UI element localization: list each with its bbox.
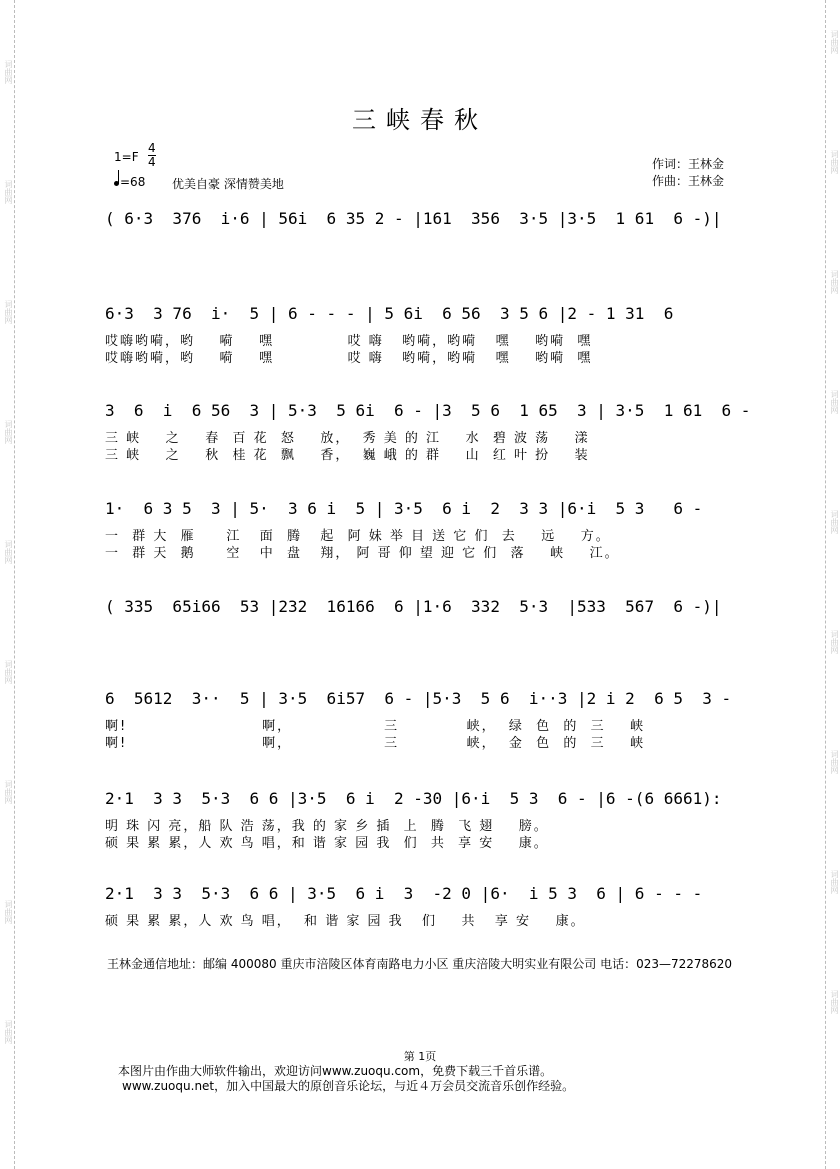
meter-top: 4 (148, 141, 156, 155)
watermark: 词曲网 (4, 60, 13, 84)
left-margin-strip (0, 0, 15, 1169)
watermark: 词曲网 (4, 420, 13, 444)
watermark: 词曲网 (4, 180, 13, 204)
notation: 3 6 i 6 56 3 | 5·3 5 6i 6 - |3 5 6 1 65 3 | 3·5 1 61 6 - (105, 401, 751, 420)
staff-line (105, 880, 755, 930)
tempo-value: =68 (120, 175, 146, 189)
staff-line (105, 685, 755, 755)
watermark: 词曲网 (830, 150, 839, 174)
lyric-verse-2: 硕 果 累 累，人 欢 鸟 唱，和 谐 家 园 我 们 共 享 安 康。 (105, 836, 549, 851)
watermark: 词曲网 (4, 660, 13, 684)
watermark: 词曲网 (830, 870, 839, 894)
lyric-verse-1: 三 峡 之 春 百 花 怒 放， 秀 美 的 江 水 碧 波 荡 漾 (105, 431, 590, 446)
staff-line (105, 495, 755, 565)
staff-line (105, 593, 755, 623)
credits (652, 156, 724, 190)
notation: 6·3 3 76 i· 5 | 6 - - - | 5 6i 6 56 3 5 6 |2 - 1 31 6 (105, 304, 674, 323)
composer: 作曲：王林金 (652, 174, 725, 188)
lyric-verse-1: 一 群 大 雁 江 面 腾 起 阿 妹 举 目 送 它 们 去 远 方。 (105, 529, 611, 544)
watermark: 词曲网 (830, 750, 839, 774)
software-note: 本图片由作曲大师软件输出，欢迎访问www.zuoqu.com，免费下载三千首乐谱。 (118, 1064, 553, 1078)
composer-address: 王林金通信地址：邮编 400080 重庆市涪陵区体育南路电力小区 重庆涪陵大明实业有限公司 电话：023—72278620 (107, 957, 733, 971)
key-signature: 1=F (114, 150, 139, 164)
notation: 1· 6 3 5 3 | 5· 3 6 i 5 | 3·5 6 i 2 3 3 |6·i 5 3 6 - (105, 499, 703, 518)
staff-line (105, 300, 755, 370)
quarter-note-icon (114, 181, 119, 186)
right-margin-strip (825, 0, 840, 1169)
watermark: 词曲网 (4, 900, 13, 924)
staff-line (105, 785, 755, 855)
notation: 2·1 3 3 5·3 6 6 | 3·5 6 i 3 -2 0 |6· i 5 3 6 | 6 - - - (105, 884, 703, 903)
watermark: 词曲网 (830, 510, 839, 534)
watermark: 词曲网 (4, 1020, 13, 1044)
expression-text: 优美自豪 深情赞美地 (172, 177, 284, 191)
watermark: 词曲网 (830, 270, 839, 294)
watermark: 词曲网 (4, 300, 13, 324)
forum-note: www.zuoqu.net，加入中国最大的原创音乐论坛，与近４万会员交流音乐创作经验。 (122, 1079, 575, 1093)
notation: ( 6·3 376 i·6 | 56i 6 35 2 - |161 356 3·5 |3·5 1 61 6 -)| (105, 209, 722, 228)
lyric-verse-1: 硕 果 累 累，人 欢 鸟 唱， 和 谐 家 园 我 们 共 享 安 康。 (105, 914, 586, 929)
lyric-verse-2: 一 群 天 鹅 空 中 盘 翔， 阿 哥 仰 望 迎 它 们 落 峡 江。 (105, 546, 620, 561)
watermark: 词曲网 (830, 390, 839, 414)
lyric-verse-2: 三 峡 之 秋 桂 花 飘 香， 巍 峨 的 群 山 红 叶 扮 装 (105, 448, 590, 463)
page-number: 第 1页 (403, 1050, 437, 1063)
staff-line (105, 397, 755, 467)
notation: 6 5612 3·· 5 | 3·5 6i57 6 - |5·3 5 6 i··3 |2 i 2 6 5 3 - (105, 689, 732, 708)
watermark: 词曲网 (830, 630, 839, 654)
meter-bottom: 4 (148, 155, 156, 169)
lyric-verse-2: 啊! 啊， 三 峡， 金 色 的 三 峡 (105, 736, 646, 751)
notation: ( 335 65i66 53 |232 16166 6 |1·6 332 5·3 |533 567 6 -)| (105, 597, 722, 616)
lyric-verse-2: 哎嗨哟嗬，哟 嗬 嘿 哎 嗨 哟嗬，哟嗬 嘿 哟嗬 嘿 (105, 351, 593, 366)
lyric-verse-1: 明 珠 闪 亮，船 队 浩 荡，我 的 家 乡 插 上 腾 飞 翅 膀。 (105, 819, 549, 834)
time-signature (148, 142, 156, 169)
watermark: 词曲网 (4, 780, 13, 804)
lyricist: 作词：王林金 (652, 157, 725, 171)
notation: 2·1 3 3 5·3 6 6 |3·5 6 i 2 -30 |6·i 5 3 6 - |6 -(6 6661): (105, 789, 722, 808)
watermark: 词曲网 (830, 30, 839, 54)
song-title: 三峡春秋 (352, 106, 488, 134)
lyric-verse-1: 啊! 啊， 三 峡， 绿 色 的 三 峡 (105, 719, 646, 734)
watermark: 词曲网 (830, 990, 839, 1014)
watermark: 词曲网 (4, 540, 13, 564)
lyric-verse-1: 哎嗨哟嗬，哟 嗬 嘿 哎 嗨 哟嗬，哟嗬 嘿 哟嗬 嘿 (105, 334, 593, 349)
tempo-marking (114, 175, 145, 189)
staff-line (105, 205, 755, 235)
